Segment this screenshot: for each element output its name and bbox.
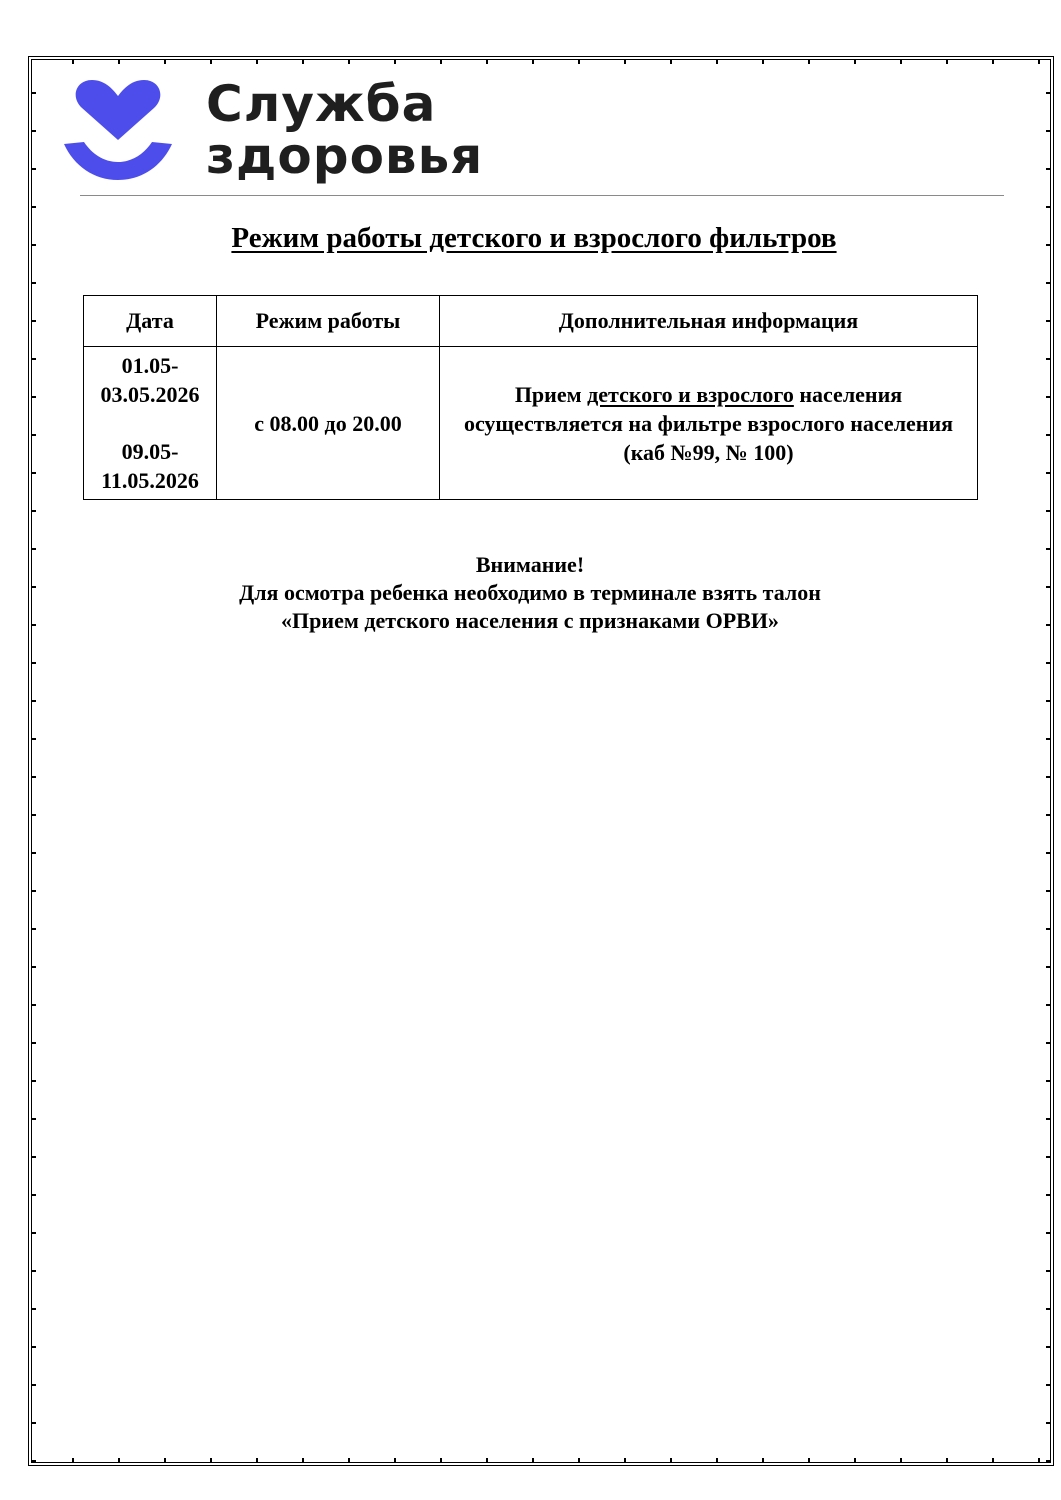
document-title: Режим работы детского и взрослого фильтров [231,222,837,254]
notice-line-2: «Прием детского населения с признаками ОРВИ» [281,608,779,633]
logo-wordmark [206,75,484,185]
schedule-table [83,295,978,500]
cell-mode: с 08.00 до 20.00 [217,347,440,500]
cell-dates [84,347,217,500]
info-prefix: Прием [514,381,588,407]
cell-info [440,347,978,500]
notice-heading: Внимание! [475,552,585,577]
notice-line-1: Для осмотра ребенка необходимо в терминале взять талон [239,580,821,605]
page-border-pattern-right [1046,56,1050,1466]
logo-line-2: здоровья [206,127,484,185]
date-range-2-start: 09.05- [121,439,179,464]
page-border-pattern-top [28,60,1054,64]
heart-smile-icon [62,78,174,182]
column-header-date: Дата [84,296,217,347]
column-header-info: Дополнительная информация [440,296,978,347]
page-border-pattern-bottom [28,1458,1054,1462]
header-divider [80,195,1004,196]
table-row [84,347,978,500]
column-header-mode: Режим работы [217,296,440,347]
info-suffix: населения осуществляется на фильтре взрослого населения (каб №99, № 100) [463,381,954,465]
date-spacer [90,409,210,437]
page-border [28,56,1054,1466]
date-range-2-end: 11.05.2026 [101,468,199,493]
date-range-1-start: 01.05- [121,353,179,378]
logo-line-1: Служба [206,75,437,133]
notice-block [80,551,980,635]
page-border-pattern-left [32,56,36,1466]
date-range-1-end: 03.05.2026 [100,382,200,407]
table-header-row [84,296,978,347]
logo [62,75,512,188]
info-underlined: детского и взрослого [587,381,794,407]
